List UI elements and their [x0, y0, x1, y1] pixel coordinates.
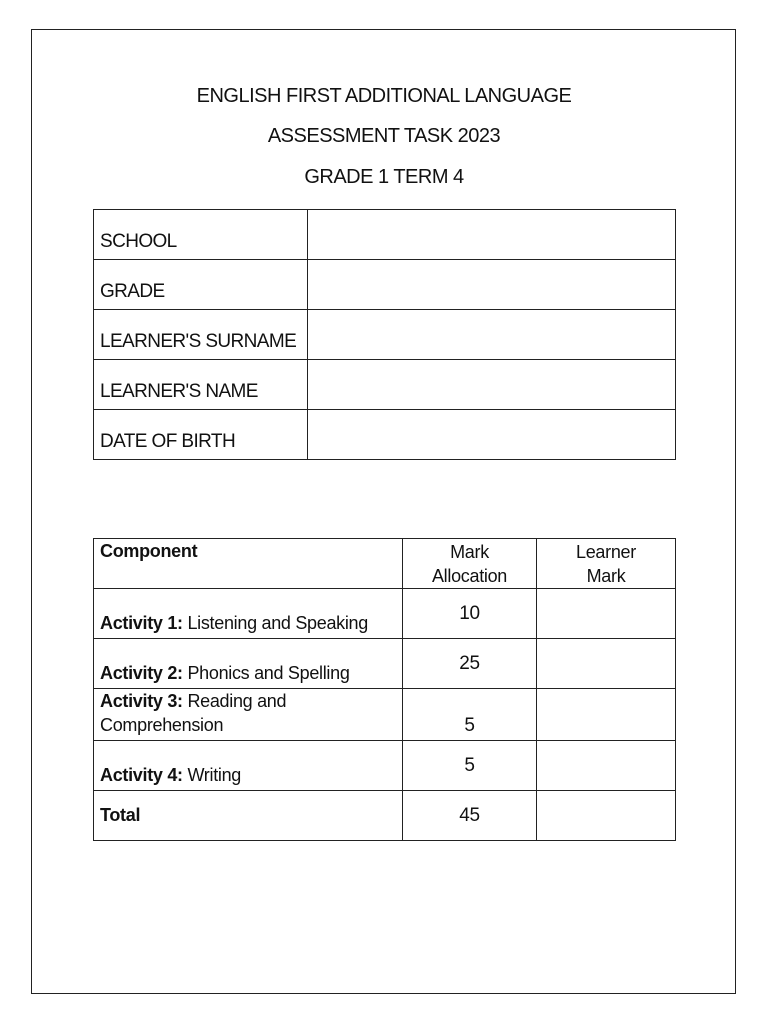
activity-name: Phonics and Spelling [187, 663, 350, 683]
marks-header-row [94, 539, 676, 589]
learner-header-line2: Mark [586, 566, 626, 586]
allocation-header [403, 539, 537, 589]
name-label: LEARNER'S NAME [94, 360, 308, 410]
learner-info-table [93, 209, 676, 460]
activity-cell [94, 589, 403, 639]
total-label: Total [94, 791, 403, 841]
learner-mark-cell[interactable] [537, 639, 676, 689]
surname-field[interactable] [308, 310, 676, 360]
info-row-school [94, 210, 676, 260]
allocation-cell: 5 [403, 741, 537, 791]
activity-number: Activity 3: [100, 691, 183, 711]
grade-field[interactable] [308, 260, 676, 310]
info-row-surname [94, 310, 676, 360]
total-learner-mark[interactable] [537, 791, 676, 841]
name-field[interactable] [308, 360, 676, 410]
marks-table [93, 538, 676, 841]
activity-number: Activity 1: [100, 613, 183, 633]
learner-mark-cell[interactable] [537, 689, 676, 741]
allocation-cell: 25 [403, 639, 537, 689]
dob-field[interactable] [308, 410, 676, 460]
allocation-header-line1: Mark [450, 542, 489, 562]
assessment-title: ASSESSMENT TASK 2023 [267, 125, 501, 147]
learner-header-line1: Learner [576, 542, 636, 562]
activity-cell [94, 689, 403, 741]
school-field[interactable] [308, 210, 676, 260]
activity-name: Listening and Speaking [187, 613, 368, 633]
learner-mark-cell[interactable] [537, 741, 676, 791]
info-row-name [94, 360, 676, 410]
activity-number: Activity 4: [100, 765, 183, 785]
activity-cell [94, 639, 403, 689]
activity-name: Writing [187, 765, 242, 785]
activity-number: Activity 2: [100, 663, 183, 683]
grade-term-title: GRADE 1 TERM 4 [304, 166, 464, 188]
activity-name: Reading and Comprehension [100, 691, 287, 735]
activity-cell [94, 741, 403, 791]
table-row [94, 639, 676, 689]
learner-mark-cell[interactable] [537, 589, 676, 639]
allocation-cell: 5 [403, 689, 537, 741]
school-label: SCHOOL [94, 210, 308, 260]
allocation-cell: 10 [403, 589, 537, 639]
info-row-grade [94, 260, 676, 310]
allocation-header-line2: Allocation [431, 566, 508, 586]
subject-title: ENGLISH FIRST ADDITIONAL LANGUAGE [196, 85, 572, 107]
component-header: Component [94, 539, 403, 589]
dob-label: DATE OF BIRTH [94, 410, 308, 460]
info-row-dob [94, 410, 676, 460]
table-row [94, 741, 676, 791]
total-row [94, 791, 676, 841]
table-row [94, 589, 676, 639]
total-allocation: 45 [403, 791, 537, 841]
surname-label: LEARNER'S SURNAME [94, 310, 308, 360]
grade-label: GRADE [94, 260, 308, 310]
table-row [94, 689, 676, 741]
learner-mark-header [537, 539, 676, 589]
